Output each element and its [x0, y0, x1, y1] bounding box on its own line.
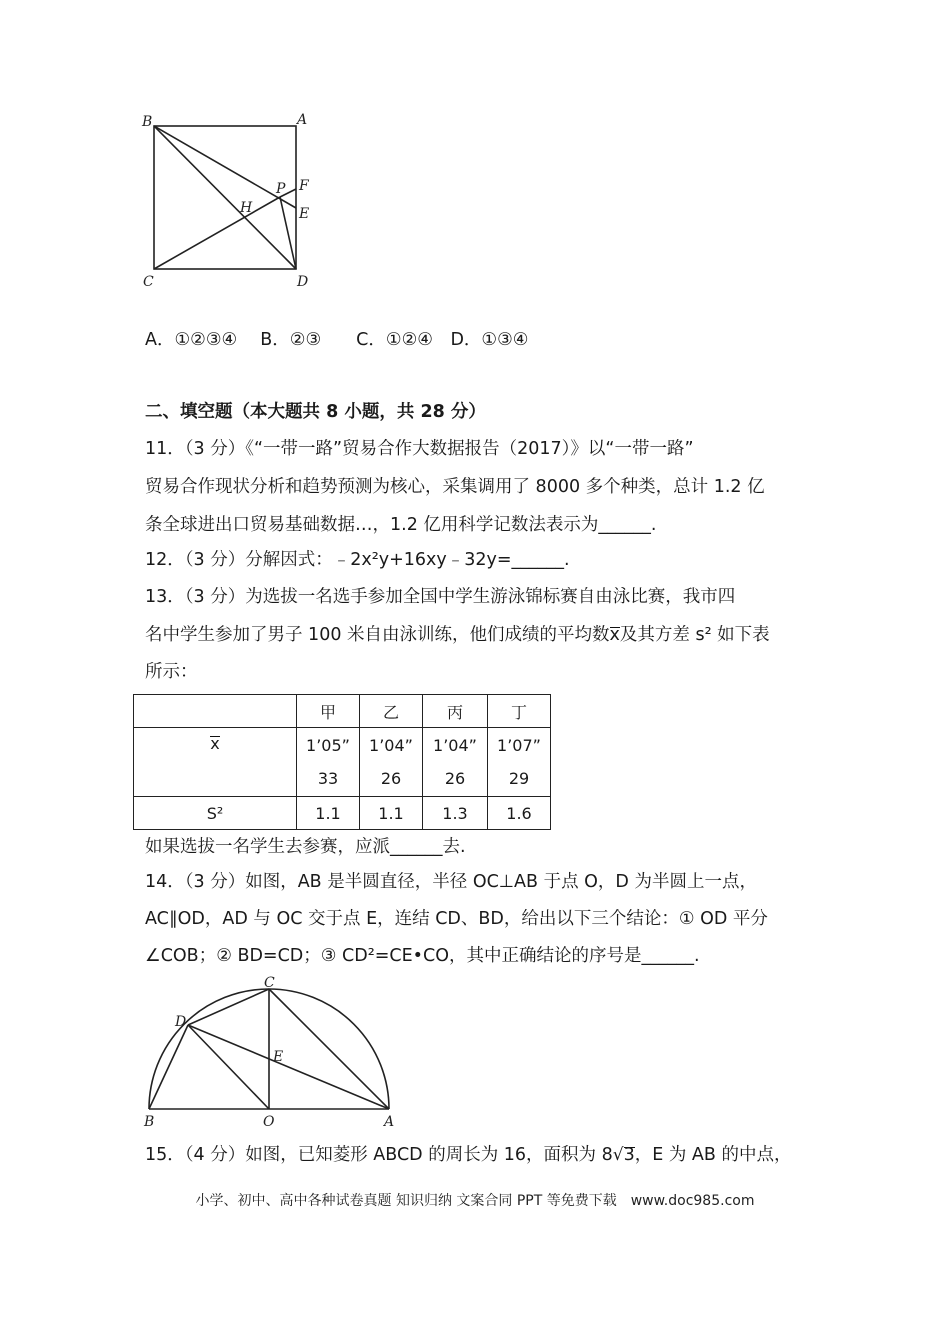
table-cell [360, 728, 423, 797]
chord-ad [188, 1025, 389, 1109]
label-a: A [384, 1114, 395, 1130]
table-cell-top: 1’04” [369, 736, 413, 755]
sqrt-radicand: 3 [623, 1145, 635, 1165]
q11-line3: 条全球进出口贸易基础数据…，1.2 亿用科学记数法表示为______. [145, 515, 657, 535]
x-bar-symbol: x [210, 734, 220, 753]
sqrt-symbol: √ [612, 1145, 624, 1165]
table-cell: 1.1 [360, 797, 423, 830]
label-b: B [142, 114, 153, 130]
label-p: P [276, 181, 286, 197]
table-cell-top: 1’05” [306, 736, 350, 755]
table-cell: 1.1 [297, 797, 360, 830]
label-c: C [264, 975, 275, 991]
q15-line1-b: ，E 为 AB 的中点， [634, 1145, 792, 1165]
chord-cd [188, 989, 269, 1025]
table-cell [297, 728, 360, 797]
table-cell: 1.3 [423, 797, 488, 830]
label-f: F [299, 178, 309, 194]
table-header-cell: 丙 [423, 695, 488, 728]
table-row-variance [134, 797, 551, 830]
q11-line1: 11．（3 分）《“一带一路”贸易合作大数据报告（2017）》以“一带一路” [145, 439, 694, 459]
label-o: O [263, 1114, 275, 1130]
q11-line2: 贸易合作现状分析和趋势预测为核心，采集调用了 8000 多个种类，总计 1.2 亿 [145, 477, 765, 497]
line-pd [280, 197, 296, 269]
label-e: E [299, 206, 310, 222]
q13-line1: 13．（3 分）为选拔一名选手参加全国中学生游泳锦标赛自由泳比赛，我市四 [145, 587, 736, 607]
label-d: D [297, 274, 309, 290]
radius-od [188, 1025, 269, 1109]
table-cell-var-label: S² [134, 797, 297, 830]
q14-line3: ∠COB；② BD=CD；③ CD²=CE•CO，其中正确结论的序号是______. [145, 946, 700, 966]
chord-ac [269, 989, 389, 1109]
q14-line1: 14．（3 分）如图，AB 是半圆直径，半径 OC⊥AB 于点 O，D 为半圆上一点， [145, 872, 757, 892]
table-cell [488, 728, 551, 797]
q13-line3: 所示： [145, 662, 198, 682]
table-header-cell: 丁 [488, 695, 551, 728]
q13-line2-b: 及其方差 s² 如下表 [619, 625, 770, 645]
q15-line1-a: 15．（4 分）如图，已知菱形 ABCD 的周长为 16，面积为 8 [145, 1145, 613, 1165]
table-cell-top: 1’07” [497, 736, 541, 755]
q10-options: A．①②③④ B．②③ C．①②④ D．①③④ [145, 330, 529, 350]
line-be [154, 126, 296, 208]
square-figure [140, 110, 320, 290]
diagonal-bd [154, 126, 296, 269]
label-a: A [297, 112, 308, 128]
table-header-row [134, 695, 551, 728]
page-footer: 小学、初中、高中各种试卷真题 知识归纳 文案合同 PPT 等免费下载 www.doc985.com [195, 1193, 755, 1209]
q15-line1 [145, 1143, 791, 1167]
label-c: C [143, 274, 154, 290]
q14-line2: AC∥OD，AD 与 OC 交于点 E，连结 CD、BD，给出以下三个结论：① OD 平分 [145, 909, 768, 929]
x-bar-symbol: x [609, 625, 620, 645]
label-b: B [144, 1114, 155, 1130]
q13-after: 如果选拔一名学生去参赛，应派______去. [145, 837, 466, 857]
q13-line2-a: 名中学生参加了男子 100 米自由泳训练，他们成绩的平均数 [145, 625, 610, 645]
table-header-cell [134, 695, 297, 728]
table-cell [423, 728, 488, 797]
table-header-cell: 乙 [360, 695, 423, 728]
table-cell-bottom: 29 [508, 769, 530, 788]
label-d: D [175, 1014, 187, 1030]
table-row-mean [134, 728, 551, 797]
section2-heading: 二、填空题（本大题共 8 小题，共 28 分） [145, 402, 486, 422]
label-e: E [273, 1049, 284, 1065]
table-header-cell: 甲 [297, 695, 360, 728]
table-cell-mean-label [134, 728, 297, 797]
q13-line2 [145, 623, 770, 647]
table-cell-top: 1’04” [433, 736, 477, 755]
score-table [133, 694, 551, 830]
label-h: H [240, 200, 253, 216]
q12-line1: 12．（3 分）分解因式：﹣2x²y+16xy﹣32y=______. [145, 550, 570, 570]
table-cell-bottom: 26 [380, 769, 402, 788]
table-cell: 1.6 [488, 797, 551, 830]
table-cell-bottom: 33 [317, 769, 339, 788]
semicircle-figure [138, 975, 400, 1130]
table-cell-bottom: 26 [444, 769, 466, 788]
chord-bd [149, 1025, 188, 1109]
